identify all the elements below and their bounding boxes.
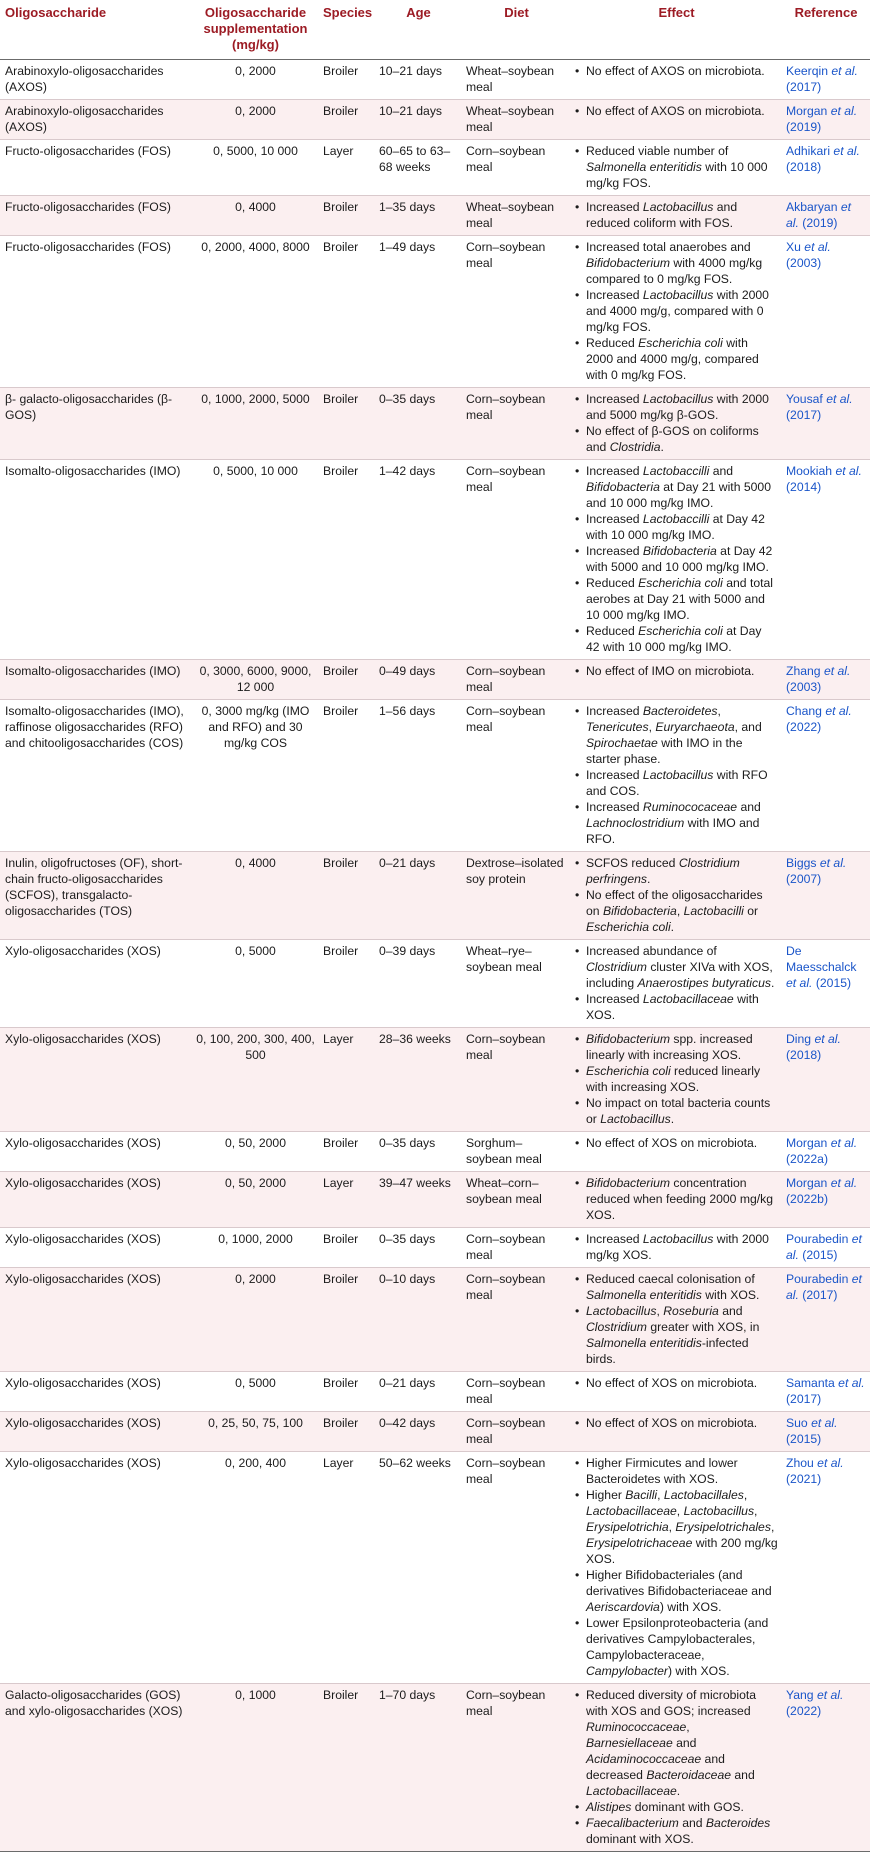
table-row xyxy=(0,940,870,1028)
table-row xyxy=(0,700,870,852)
effect-cell xyxy=(571,1172,782,1228)
effect-item: • Reduced Escherichia coli and total aerobes at Day 21 with 5000 and 10 000 mg/kg IMO. xyxy=(575,575,778,623)
effect-item: • SCFOS reduced Clostridium perfringens. xyxy=(575,855,778,887)
supplementation-cell: 0, 200, 400 xyxy=(225,1456,286,1470)
reference-link[interactable]: De Maesschalck et al. (2015) xyxy=(786,944,857,990)
age-cell: 0–49 days xyxy=(379,664,436,678)
effect-cell xyxy=(571,388,782,460)
effect-list xyxy=(575,1175,778,1223)
age-cell: 0–21 days xyxy=(379,856,436,870)
table-row xyxy=(0,1228,870,1268)
table-row xyxy=(0,1372,870,1412)
reference-link[interactable]: Morgan et al. (2022b) xyxy=(786,1176,858,1206)
supplementation-cell: 0, 2000 xyxy=(235,1272,276,1286)
species-cell: Broiler xyxy=(323,1688,359,1702)
species-cell: Layer xyxy=(323,1176,354,1190)
table-header xyxy=(0,0,870,60)
supplementation-cell: 0, 5000, 10 000 xyxy=(213,464,298,478)
species-cell: Layer xyxy=(323,1456,354,1470)
age-cell: 1–49 days xyxy=(379,240,436,254)
supplementation-cell: 0, 2000 xyxy=(235,64,276,78)
table-row xyxy=(0,100,870,140)
species-cell: Broiler xyxy=(323,200,359,214)
effect-list xyxy=(575,1271,778,1367)
effect-item: • Bifidobacterium spp. increased linearly with increasing XOS. xyxy=(575,1031,778,1063)
effect-list xyxy=(575,391,778,455)
header-oligosaccharide: Oligosaccharide xyxy=(0,0,192,60)
effect-item: • Lactobacillus, Roseburia and Clostridium greater with XOS, in Salmonella enteritidis-infected birds. xyxy=(575,1303,778,1367)
species-cell: Broiler xyxy=(323,1272,359,1286)
diet-cell: Corn–soybean meal xyxy=(466,464,546,494)
effect-list xyxy=(575,463,778,655)
header-diet: Diet xyxy=(462,0,571,60)
header-effect: Effect xyxy=(571,0,782,60)
effect-list xyxy=(575,103,778,119)
effect-item: • Bifidobacterium concentration reduced when feeding 2000 mg/kg XOS. xyxy=(575,1175,778,1223)
diet-cell: Wheat–soybean meal xyxy=(466,64,555,94)
table-body xyxy=(0,60,870,1852)
reference-link[interactable]: Pourabedin et al. (2017) xyxy=(786,1272,862,1302)
age-cell: 1–35 days xyxy=(379,200,436,214)
effect-cell xyxy=(571,852,782,940)
table-row xyxy=(0,140,870,196)
effect-list xyxy=(575,239,778,383)
effect-item: • Increased Lactobacillus with 2000 mg/kg XOS. xyxy=(575,1231,778,1263)
header-reference: Reference xyxy=(782,0,870,60)
reference-link[interactable]: Biggs et al. (2007) xyxy=(786,856,847,886)
effect-cell xyxy=(571,1228,782,1268)
diet-cell: Corn–soybean meal xyxy=(466,240,546,270)
diet-cell: Corn–soybean meal xyxy=(466,144,546,174)
effect-cell xyxy=(571,196,782,236)
effect-list xyxy=(575,943,778,1023)
age-cell: 28–36 weeks xyxy=(379,1032,451,1046)
oligosaccharide-cell: Xylo-oligosaccharides (XOS) xyxy=(5,1176,161,1190)
effect-list xyxy=(575,663,778,679)
effect-item: • No effect of XOS on microbiota. xyxy=(575,1135,778,1151)
effect-cell xyxy=(571,1132,782,1172)
diet-cell: Corn–soybean meal xyxy=(466,1456,546,1486)
age-cell: 0–35 days xyxy=(379,1136,436,1150)
diet-cell: Wheat–soybean meal xyxy=(466,200,555,230)
supplementation-cell: 0, 100, 200, 300, 400, 500 xyxy=(196,1032,315,1062)
species-cell: Broiler xyxy=(323,64,359,78)
effect-cell xyxy=(571,1684,782,1852)
effect-cell xyxy=(571,60,782,100)
effect-cell xyxy=(571,940,782,1028)
diet-cell: Sorghum–soybean meal xyxy=(466,1136,542,1166)
age-cell: 0–42 days xyxy=(379,1416,436,1430)
species-cell: Layer xyxy=(323,1032,354,1046)
table-row xyxy=(0,1132,870,1172)
effect-item: • Higher Firmicutes and lower Bacteroidetes with XOS. xyxy=(575,1455,778,1487)
effect-item: • Increased Bacteroidetes, Tenericutes, Euryarchaeota, and Spirochaetae with IMO in the starter phase. xyxy=(575,703,778,767)
table-row xyxy=(0,1172,870,1228)
supplementation-cell: 0, 5000, 10 000 xyxy=(213,144,298,158)
reference-link[interactable]: Xu et al. (2003) xyxy=(786,240,831,270)
effect-item: • Increased total anaerobes and Bifidobacterium with 4000 mg/kg compared to 0 mg/kg FOS. xyxy=(575,239,778,287)
age-cell: 1–56 days xyxy=(379,704,436,718)
age-cell: 50–62 weeks xyxy=(379,1456,451,1470)
age-cell: 1–42 days xyxy=(379,464,436,478)
diet-cell: Corn–soybean meal xyxy=(466,1416,546,1446)
age-cell: 10–21 days xyxy=(379,64,443,78)
species-cell: Broiler xyxy=(323,856,359,870)
header-supplementation: Oligosaccharide supplementation (mg/kg) xyxy=(192,0,319,60)
effect-cell xyxy=(571,460,782,660)
diet-cell: Corn–soybean meal xyxy=(466,1232,546,1262)
species-cell: Broiler xyxy=(323,240,359,254)
table-row xyxy=(0,388,870,460)
effect-item: • Increased Lactobacillus with 2000 and 5000 mg/kg β-GOS. xyxy=(575,391,778,423)
table-row xyxy=(0,1684,870,1852)
age-cell: 0–35 days xyxy=(379,392,436,406)
diet-cell: Corn–soybean meal xyxy=(466,664,546,694)
effect-cell xyxy=(571,700,782,852)
table-row xyxy=(0,1268,870,1372)
age-cell: 0–21 days xyxy=(379,1376,436,1390)
effect-list xyxy=(575,703,778,847)
species-cell: Broiler xyxy=(323,1136,359,1150)
reference-link[interactable]: Morgan et al. (2022a) xyxy=(786,1136,858,1166)
oligosaccharide-cell: Arabinoxylo-oligosaccharides (AXOS) xyxy=(5,64,164,94)
table-row xyxy=(0,1452,870,1684)
diet-cell: Corn–soybean meal xyxy=(466,1376,546,1406)
diet-cell: Wheat–rye–soybean meal xyxy=(466,944,542,974)
age-cell: 39–47 weeks xyxy=(379,1176,451,1190)
effect-item: • Increased Bifidobacteria at Day 42 with 5000 and 10 000 mg/kg IMO. xyxy=(575,543,778,575)
oligosaccharide-cell: Arabinoxylo-oligosaccharides (AXOS) xyxy=(5,104,164,134)
effect-item: • Alistipes dominant with GOS. xyxy=(575,1799,778,1815)
effect-list xyxy=(575,1231,778,1263)
oligosaccharide-cell: Fructo-oligosaccharides (FOS) xyxy=(5,240,171,254)
species-cell: Broiler xyxy=(323,944,359,958)
oligosaccharide-cell: Isomalto-oligosaccharides (IMO) xyxy=(5,464,181,478)
effect-list xyxy=(575,143,778,191)
supplementation-cell: 0, 4000 xyxy=(235,200,276,214)
supplementation-cell: 0, 3000, 6000, 9000, 12 000 xyxy=(199,664,312,694)
effect-item: • No effect of the oligosaccharides on Bifidobacteria, Lactobacilli or Escherichia coli. xyxy=(575,887,778,935)
supplementation-cell: 0, 3000 mg/kg (IMO and RFO) and 30 mg/kg COS xyxy=(201,704,310,750)
effect-item: • Reduced viable number of Salmonella enteritidis with 10 000 mg/kg FOS. xyxy=(575,143,778,191)
effect-list xyxy=(575,1415,778,1431)
table-row xyxy=(0,60,870,100)
effect-list xyxy=(575,1375,778,1391)
reference-link[interactable]: Adhikari et al. (2018) xyxy=(786,144,860,174)
oligosaccharide-cell: Fructo-oligosaccharides (FOS) xyxy=(5,144,171,158)
reference-link[interactable]: Samanta et al. (2017) xyxy=(786,1376,865,1406)
reference-link[interactable]: Suo et al. (2015) xyxy=(786,1416,838,1446)
effect-item: • Higher Bacilli, Lactobacillales, Lactobacillaceae, Lactobacillus, Erysipelotrichia, Erysipelotrichales, Erysipelotrichaceae with 200 mg/kg XOS. xyxy=(575,1487,778,1567)
effect-cell xyxy=(571,1412,782,1452)
effect-list xyxy=(575,1031,778,1127)
effect-item: • No effect of XOS on microbiota. xyxy=(575,1375,778,1391)
diet-cell: Corn–soybean meal xyxy=(466,1688,546,1718)
effect-item: • Reduced Escherichia coli at Day 42 with 10 000 mg/kg IMO. xyxy=(575,623,778,655)
reference-link[interactable]: Morgan et al. (2019) xyxy=(786,104,858,134)
effect-list xyxy=(575,1687,778,1847)
age-cell: 10–21 days xyxy=(379,104,443,118)
effect-item: • Increased Lactobaccilli and Bifidobacteria at Day 21 with 5000 and 10 000 mg/kg IMO. xyxy=(575,463,778,511)
effect-item: • No effect of β-GOS on coliforms and Clostridia. xyxy=(575,423,778,455)
reference-link[interactable]: Yousaf et al. (2017) xyxy=(786,392,853,422)
supplementation-cell: 0, 1000, 2000 xyxy=(218,1232,293,1246)
effect-item: • Increased Lactobaccilli at Day 42 with 10 000 mg/kg IMO. xyxy=(575,511,778,543)
effect-list xyxy=(575,199,778,231)
effect-cell xyxy=(571,236,782,388)
effect-item: • No effect of XOS on microbiota. xyxy=(575,1415,778,1431)
table-row xyxy=(0,1412,870,1452)
effect-cell xyxy=(571,100,782,140)
age-cell: 0–35 days xyxy=(379,1232,436,1246)
effect-item: • Reduced caecal colonisation of Salmonella enteritidis with XOS. xyxy=(575,1271,778,1303)
effect-list xyxy=(575,855,778,935)
supplementation-cell: 0, 2000 xyxy=(235,104,276,118)
effect-item: • Escherichia coli reduced linearly with increasing XOS. xyxy=(575,1063,778,1095)
reference-link[interactable]: Chang et al. (2022) xyxy=(786,704,852,734)
reference-link[interactable]: Pourabedin et al. (2015) xyxy=(786,1232,862,1262)
supplementation-cell: 0, 4000 xyxy=(235,856,276,870)
supplementation-cell: 0, 1000, 2000, 5000 xyxy=(201,392,310,406)
diet-cell: Corn–soybean meal xyxy=(466,1272,546,1302)
age-cell: 0–10 days xyxy=(379,1272,436,1286)
effect-item: • Increased Lactobacillaceae with XOS. xyxy=(575,991,778,1023)
diet-cell: Corn–soybean meal xyxy=(466,1032,546,1062)
effect-item: • Faecalibacterium and Bacteroides dominant with XOS. xyxy=(575,1815,778,1847)
species-cell: Broiler xyxy=(323,104,359,118)
species-cell: Layer xyxy=(323,144,354,158)
header-species: Species xyxy=(319,0,375,60)
age-cell: 0–39 days xyxy=(379,944,436,958)
supplementation-cell: 0, 25, 50, 75, 100 xyxy=(208,1416,303,1430)
effect-cell xyxy=(571,1028,782,1132)
table-row xyxy=(0,236,870,388)
supplementation-cell: 0, 5000 xyxy=(235,1376,276,1390)
diet-cell: Wheat–corn–soybean meal xyxy=(466,1176,542,1206)
oligosaccharide-cell: Xylo-oligosaccharides (XOS) xyxy=(5,1032,161,1046)
effect-item: • No effect of AXOS on microbiota. xyxy=(575,63,778,79)
oligosaccharide-cell: Fructo-oligosaccharides (FOS) xyxy=(5,200,171,214)
effect-item: • No impact on total bacteria counts or Lactobacillus. xyxy=(575,1095,778,1127)
reference-link[interactable]: Ding et al. (2018) xyxy=(786,1032,841,1062)
reference-link[interactable]: Mookiah et al. (2014) xyxy=(786,464,862,494)
oligosaccharide-cell: Xylo-oligosaccharides (XOS) xyxy=(5,1136,161,1150)
table-row xyxy=(0,1028,870,1132)
oligosaccharide-cell: Xylo-oligosaccharides (XOS) xyxy=(5,1416,161,1430)
effect-item: • Higher Bifidobacteriales (and derivatives Bifidobacteriaceae and Aeriscardovia) with XOS. xyxy=(575,1567,778,1615)
oligosaccharide-cell: Xylo-oligosaccharides (XOS) xyxy=(5,1272,161,1286)
species-cell: Broiler xyxy=(323,1232,359,1246)
species-cell: Broiler xyxy=(323,664,359,678)
effect-cell xyxy=(571,1452,782,1684)
reference-link[interactable]: Zhou et al. (2021) xyxy=(786,1456,844,1486)
table-row xyxy=(0,460,870,660)
table-row xyxy=(0,852,870,940)
effect-cell xyxy=(571,1372,782,1412)
effect-list xyxy=(575,1455,778,1679)
effect-list xyxy=(575,63,778,79)
table-row xyxy=(0,196,870,236)
header-age: Age xyxy=(375,0,462,60)
species-cell: Broiler xyxy=(323,1416,359,1430)
reference-link[interactable]: Yang et al. (2022) xyxy=(786,1688,844,1718)
diet-cell: Wheat–soybean meal xyxy=(466,104,555,134)
supplementation-cell: 0, 5000 xyxy=(235,944,276,958)
effect-item: • Increased abundance of Clostridium cluster XIVa with XOS, including Anaerostipes butyraticus. xyxy=(575,943,778,991)
effect-item: • Increased Ruminococaceae and Lachnoclostridium with IMO and RFO. xyxy=(575,799,778,847)
oligosaccharide-cell: Isomalto-oligosaccharides (IMO) xyxy=(5,664,181,678)
effect-item: • Lower Epsilonproteobacteria (and derivatives Campylobacterales, Campylobacteraceae, Campylobacter) with XOS. xyxy=(575,1615,778,1679)
reference-link[interactable]: Akbaryan et al. (2019) xyxy=(786,200,852,230)
oligosaccharide-cell: Xylo-oligosaccharides (XOS) xyxy=(5,1232,161,1246)
oligosaccharide-cell: Inulin, oligofructoses (OF), short-chain fructo-oligosaccharides (SCFOS), transgalacto-oligosaccharides (TOS) xyxy=(5,856,183,918)
effect-cell xyxy=(571,660,782,700)
species-cell: Broiler xyxy=(323,704,359,718)
effect-item: • Reduced diversity of microbiota with XOS and GOS; increased Ruminococcaceae, Barnesiellaceae and Acidaminococcaceae and decreased Bacteroidaceae and Lactobacillaceae. xyxy=(575,1687,778,1799)
effect-item: • Reduced Escherichia coli with 2000 and 4000 mg/g, compared with 0 mg/kg FOS. xyxy=(575,335,778,383)
oligosaccharide-cell: Xylo-oligosaccharides (XOS) xyxy=(5,1376,161,1390)
header-row xyxy=(0,0,870,60)
table-row xyxy=(0,660,870,700)
oligosaccharide-cell: β- galacto-oligosaccharides (β-GOS) xyxy=(5,392,173,422)
oligosaccharide-cell: Isomalto-oligosaccharides (IMO), raffinose oligosaccharides (RFO) and chitooligosaccharides (COS) xyxy=(5,704,184,750)
effect-list xyxy=(575,1135,778,1151)
diet-cell: Corn–soybean meal xyxy=(466,704,546,734)
supplementation-cell: 0, 50, 2000 xyxy=(225,1136,286,1150)
reference-link[interactable]: Keerqin et al. (2017) xyxy=(786,64,858,94)
effect-item: • Increased Lactobacillus and reduced coliform with FOS. xyxy=(575,199,778,231)
diet-cell: Dextrose–isolated soy protein xyxy=(466,856,564,886)
age-cell: 1–70 days xyxy=(379,1688,436,1702)
oligosaccharide-cell: Xylo-oligosaccharides (XOS) xyxy=(5,1456,161,1470)
effect-item: • No effect of AXOS on microbiota. xyxy=(575,103,778,119)
species-cell: Broiler xyxy=(323,464,359,478)
supplementation-cell: 0, 50, 2000 xyxy=(225,1176,286,1190)
effect-item: • Increased Lactobacillus with 2000 and 4000 mg/g, compared with 0 mg/kg FOS. xyxy=(575,287,778,335)
effect-item: • Increased Lactobacillus with RFO and COS. xyxy=(575,767,778,799)
oligosaccharide-cell: Xylo-oligosaccharides (XOS) xyxy=(5,944,161,958)
oligosaccharide-cell: Galacto-oligosaccharides (GOS) and xylo-oligosaccharides (XOS) xyxy=(5,1688,183,1718)
effect-cell xyxy=(571,140,782,196)
species-cell: Broiler xyxy=(323,1376,359,1390)
supplementation-cell: 0, 2000, 4000, 8000 xyxy=(201,240,310,254)
age-cell: 60–65 to 63–68 weeks xyxy=(379,144,451,174)
reference-link[interactable]: Zhang et al. (2003) xyxy=(786,664,851,694)
effect-item: • No effect of IMO on microbiota. xyxy=(575,663,778,679)
supplementation-cell: 0, 1000 xyxy=(235,1688,276,1702)
diet-cell: Corn–soybean meal xyxy=(466,392,546,422)
effect-cell xyxy=(571,1268,782,1372)
species-cell: Broiler xyxy=(323,392,359,406)
